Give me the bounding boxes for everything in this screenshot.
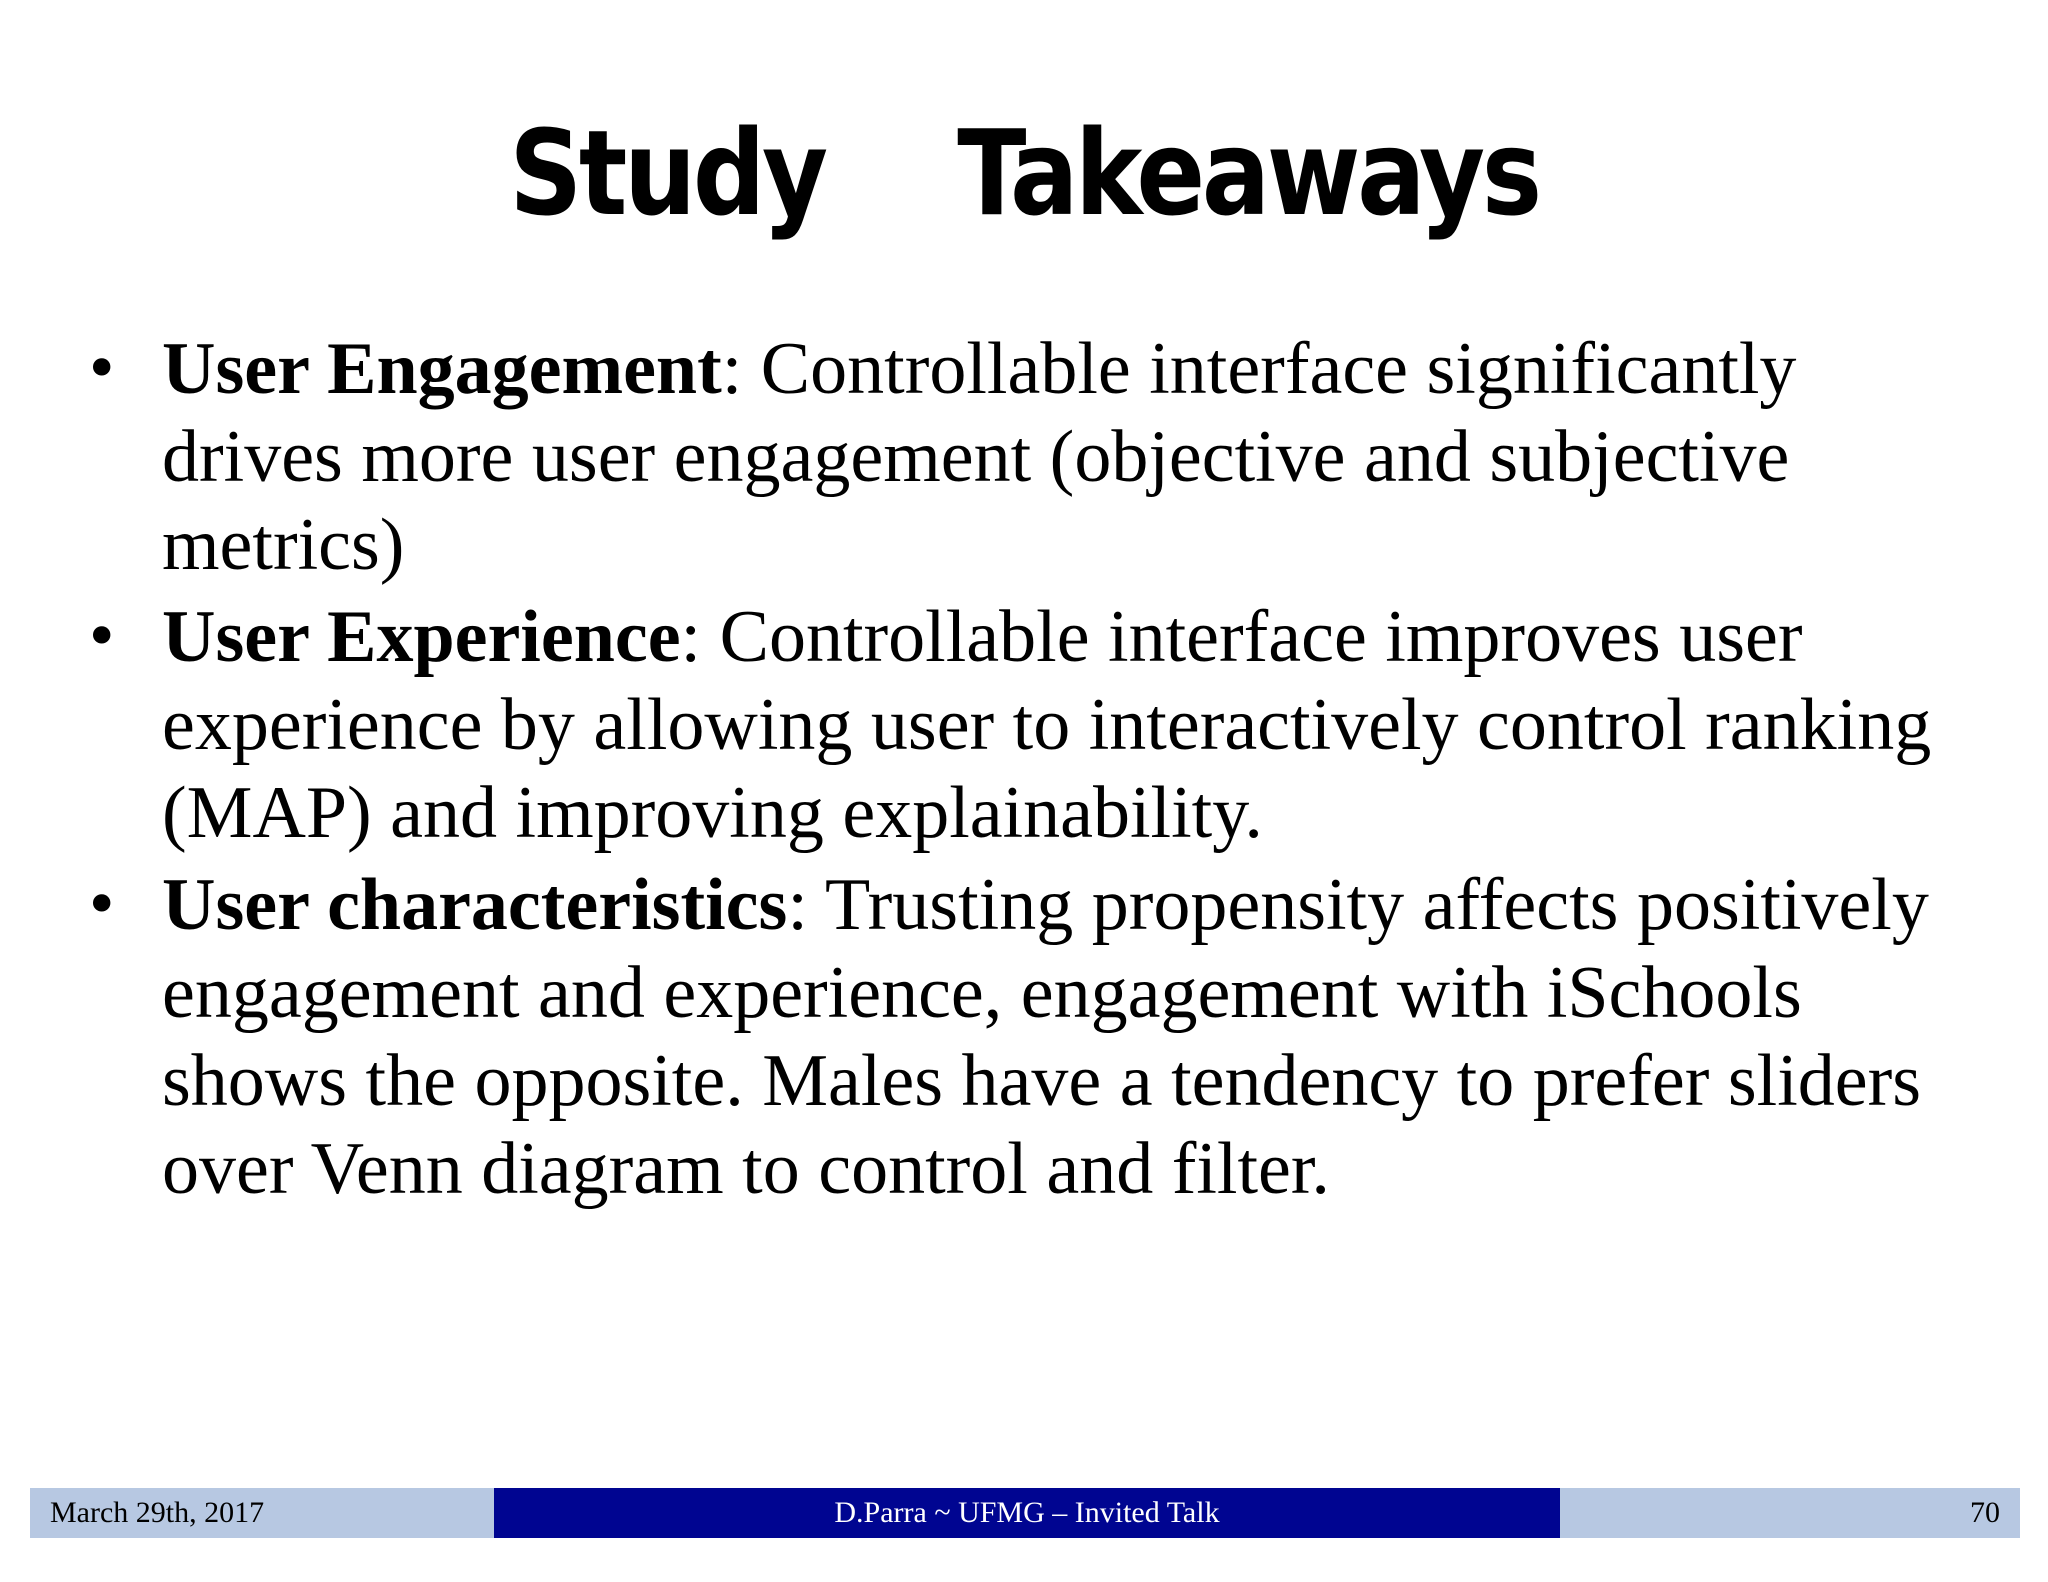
bullet-item-experience [80, 593, 1980, 857]
bullet-text: : Controllable interface significantly drives more user engagement (objective and subjective metrics) [162, 328, 1797, 586]
slide-footer [30, 1488, 2020, 1538]
bullet-item-engagement [80, 325, 1980, 589]
bullet-dot-icon: • [84, 334, 120, 404]
bullet-text: : Trusting propensity affects positively engagement and experience, engagement with iSchools shows the opposite. Males have a tendency to prefer sliders over Venn diagram to control and filter. [162, 864, 1929, 1210]
footer-page-number: 70 [1560, 1488, 2020, 1538]
slide-title: Study Takeaways [509, 104, 1539, 242]
bullet-dot-icon: • [84, 602, 120, 672]
bullet-term: User characteristics [162, 864, 788, 946]
bullet-term: User Engagement [162, 328, 722, 410]
bullet-text: : Controllable interface improves user experience by allowing user to interactively control ranking (MAP) and improving explainability. [162, 596, 1932, 854]
footer-date: March 29th, 2017 [30, 1488, 494, 1538]
bullet-dot-icon: • [84, 870, 120, 940]
footer-presenter: D.Parra ~ UFMG – Invited Talk [494, 1488, 1560, 1538]
bullet-list [80, 325, 1980, 1217]
bullet-item-characteristics [80, 861, 1980, 1213]
bullet-term: User Experience [162, 596, 681, 678]
